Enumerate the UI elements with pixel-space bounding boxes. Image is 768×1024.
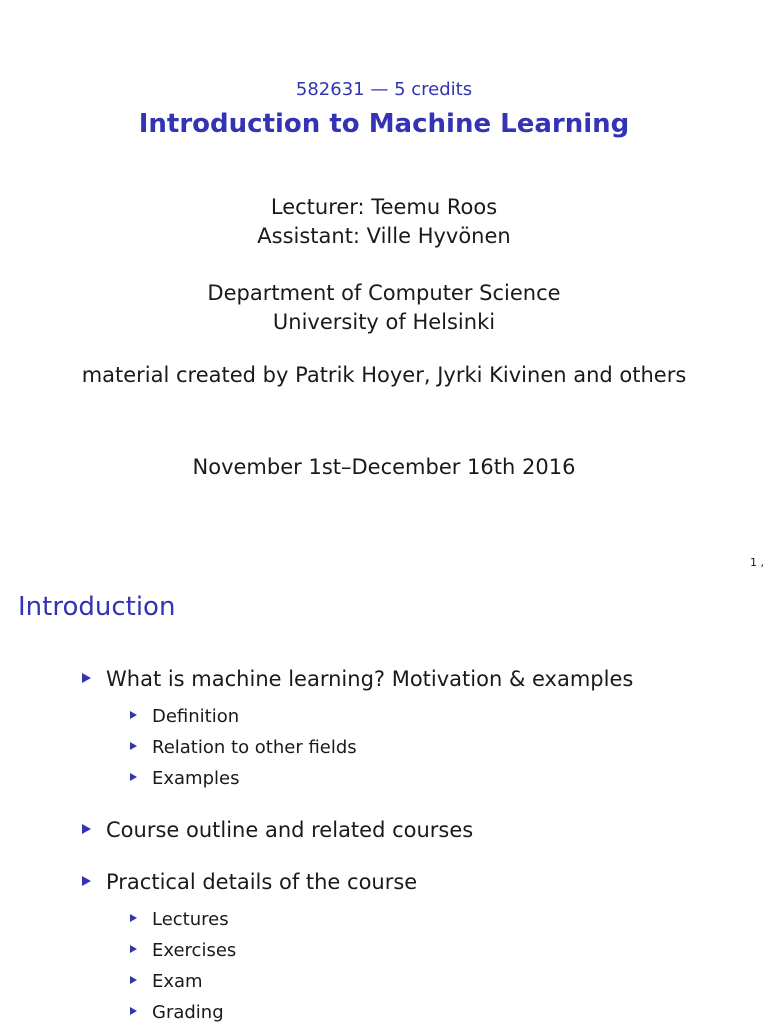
department-line: Department of Computer Science bbox=[207, 281, 561, 305]
bullet-triangle-icon bbox=[82, 673, 91, 683]
assistant-line: Assistant: Ville Hyvönen bbox=[257, 224, 511, 248]
sub-list-item bbox=[130, 909, 229, 930]
page-number: 1 , bbox=[750, 556, 764, 569]
list-item-label: Course outline and related courses bbox=[106, 818, 474, 842]
course-dates: November 1st–December 16th 2016 bbox=[192, 455, 576, 479]
bullet-triangle-icon bbox=[130, 914, 137, 922]
bullet-triangle-icon bbox=[130, 711, 137, 719]
sub-list-item bbox=[130, 940, 236, 961]
introduction-slide bbox=[0, 580, 768, 1024]
course-title: Introduction to Machine Learning bbox=[138, 109, 630, 139]
bullet-triangle-icon bbox=[82, 824, 91, 834]
list-item-label: What is machine learning? Motivation & examples bbox=[106, 667, 634, 691]
sub-list-item-label: Definition bbox=[152, 706, 240, 727]
university-line: University of Helsinki bbox=[272, 310, 496, 334]
sub-list-item bbox=[130, 768, 239, 789]
sub-list-item-label: Relation to other fields bbox=[152, 737, 357, 758]
bullet-triangle-icon bbox=[130, 1007, 137, 1015]
sub-list-item bbox=[130, 971, 203, 992]
list-item bbox=[82, 870, 417, 894]
sub-list-item-label: Lectures bbox=[152, 909, 229, 930]
sub-list-item-label: Exercises bbox=[152, 940, 237, 961]
bullet-triangle-icon bbox=[130, 742, 137, 750]
sub-list-item-label: Grading bbox=[152, 1002, 224, 1023]
bullet-triangle-icon bbox=[130, 976, 137, 984]
frame-title: Introduction bbox=[18, 592, 176, 622]
lecturer-line: Lecturer: Teemu Roos bbox=[270, 195, 498, 219]
bullet-triangle-icon bbox=[130, 945, 137, 953]
sub-list-item bbox=[130, 1002, 224, 1023]
bullet-triangle-icon bbox=[82, 876, 91, 886]
sub-list-item-label: Examples bbox=[152, 768, 240, 789]
list-item-label: Practical details of the course bbox=[106, 870, 418, 894]
sub-list-item bbox=[130, 737, 357, 758]
sub-list-item-label: Exam bbox=[152, 971, 203, 992]
course-code: 582631 — 5 credits bbox=[295, 79, 473, 100]
bullet-triangle-icon bbox=[130, 773, 137, 781]
sub-list-item bbox=[130, 706, 239, 727]
list-item bbox=[82, 667, 633, 691]
list-item bbox=[82, 818, 473, 842]
material-credit-line: material created by Patrik Hoyer, Jyrki Kivinen and others bbox=[81, 363, 687, 387]
